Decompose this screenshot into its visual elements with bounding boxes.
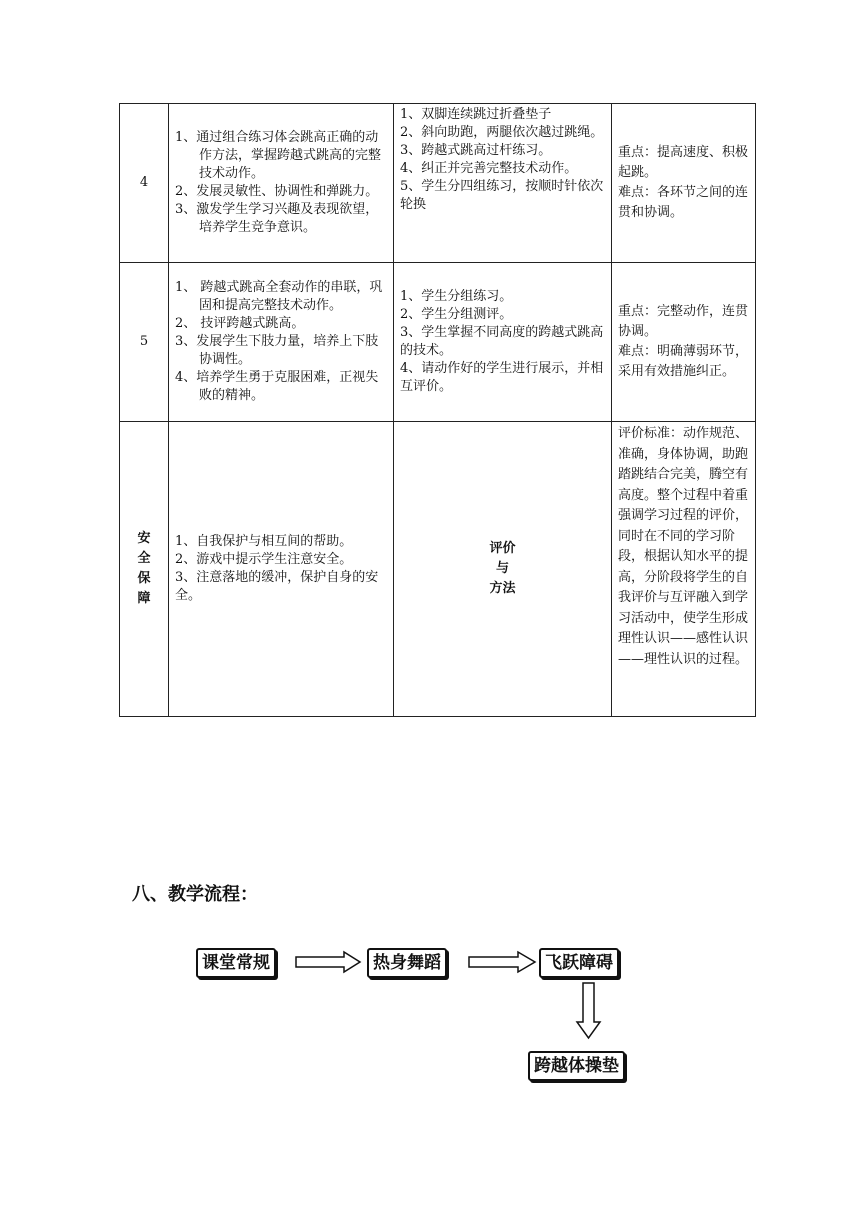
list-item: 1、 跨越式跳高全套动作的串联，巩固和提高完整技术动作。 [175,280,383,313]
flow-step-routine: 课堂常规 [196,948,276,978]
list-item: 4、培养学生勇于克服困难，正视失败的精神。 [175,370,379,403]
list-item: 1、双脚连续跳过折叠垫子 [400,107,552,122]
row-number: 5 [120,263,169,422]
list-item: 2、斜向助跑，两腿依次越过跳绳。 [400,125,604,140]
list-item: 2、发展灵敏性、协调性和弹跳力。 [175,184,379,199]
list-item: 4、纠正并完善完整技术动作。 [400,161,578,176]
list-item: 2、游戏中提示学生注意安全。 [175,552,353,567]
evaluation-text: 评价标准：动作规范、准确，身体协调，助跑踏跳结合完美，腾空有高度。整个过程中着重强调学习过程的评价，同时在不同的学习阶段，根据认知水平的提高，分阶段将学生的自我评价与互评融入到学习活动中，使学生形成理性认识——感性认识——理性认识的过程。 [612,422,756,717]
flow-step-warmup-dance: 热身舞蹈 [367,948,447,978]
list-item: 3、注意落地的缓冲，保护自身的安全。 [175,570,379,603]
flow-step-vault-mat: 跨越体操垫 [528,1051,625,1081]
flow-step-obstacle-leap: 飞跃障碍 [539,948,619,978]
right-arrow-icon [296,952,360,972]
list-item: 3、学生掌握不同高度的跨越式跳高的技术。 [400,325,604,358]
list-item: 2、 技评跨越式跳高。 [175,316,305,331]
key-point: 重点：完整动作，连贯协调。 [618,304,749,339]
difficult-point: 难点：明确薄弱环节，采用有效措施纠正。 [618,344,749,379]
list-item: 3、激发学生学习兴趣及表现欲望，培养学生竞争意识。 [175,202,379,235]
down-arrow-icon [577,983,600,1038]
section-heading: 八、教学流程： [132,884,258,905]
list-item: 1、自我保护与相互间的帮助。 [175,534,353,549]
evaluation-label: 评价 与 方法 [394,422,612,717]
list-item: 4、请动作好的学生进行展示，并相互评价。 [400,361,604,394]
right-arrow-icon [469,952,535,972]
list-item: 1、通过组合练习体会跳高正确的动作方法，掌握跨越式跳高的完整技术动作。 [175,130,382,181]
list-item: 1、学生分组练习。 [400,289,513,304]
list-item: 2、学生分组测评。 [400,307,513,322]
safety-label: 安 全 保 障 [120,422,169,717]
difficult-point: 难点：各环节之间的连贯和协调。 [618,185,749,220]
key-point: 重点：提高速度、积极起跳。 [618,145,749,180]
list-item: 5、学生分四组练习，按顺时针依次轮换 [400,179,604,212]
row-number: 4 [120,104,169,263]
list-item: 3、跨越式跳高过杆练习。 [400,143,552,158]
list-item: 3、发展学生下肢力量，培养上下肢协调性。 [175,334,379,367]
